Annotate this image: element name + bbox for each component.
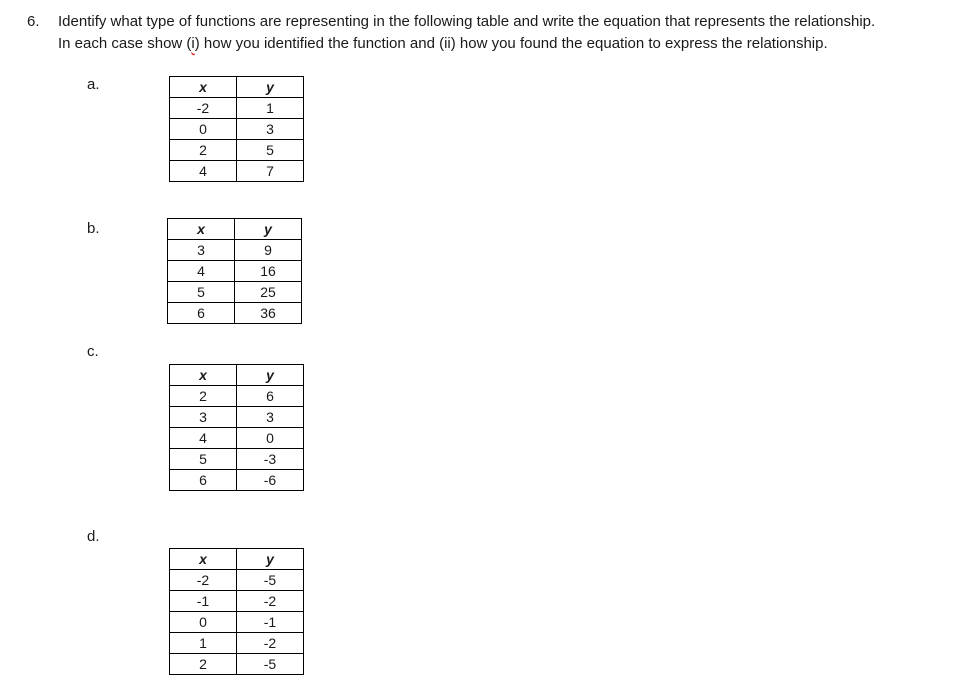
cell-x: -1 bbox=[170, 591, 237, 612]
cell-y: 5 bbox=[237, 140, 304, 161]
cell-x: 2 bbox=[170, 386, 237, 407]
cell-y: -5 bbox=[237, 654, 304, 675]
table-row bbox=[170, 98, 304, 119]
spellcheck-marked-word: i bbox=[191, 35, 195, 52]
cell-x: 4 bbox=[168, 261, 235, 282]
table-row bbox=[170, 633, 304, 654]
table-row bbox=[168, 261, 302, 282]
table-row bbox=[170, 654, 304, 675]
cell-y: -3 bbox=[237, 449, 304, 470]
table-row bbox=[170, 470, 304, 491]
question-line-2-start: In each case show ( bbox=[58, 35, 192, 52]
part-c-label: c. bbox=[87, 343, 99, 360]
cell-y: 3 bbox=[237, 407, 304, 428]
header-x: x bbox=[170, 549, 237, 570]
header-x: x bbox=[170, 77, 237, 98]
header-y: y bbox=[237, 77, 304, 98]
cell-y: -6 bbox=[237, 470, 304, 491]
cell-x: 4 bbox=[170, 428, 237, 449]
cell-x: 6 bbox=[168, 303, 235, 324]
cell-x: 2 bbox=[170, 140, 237, 161]
cell-x: 2 bbox=[170, 654, 237, 675]
cell-y: 16 bbox=[235, 261, 302, 282]
part-b-label: b. bbox=[87, 220, 100, 237]
header-x: x bbox=[170, 365, 237, 386]
cell-x: -2 bbox=[170, 98, 237, 119]
table-header-row bbox=[170, 365, 304, 386]
header-y: y bbox=[235, 219, 302, 240]
header-y: y bbox=[237, 365, 304, 386]
table-row bbox=[170, 386, 304, 407]
cell-y: 3 bbox=[237, 119, 304, 140]
cell-x: 0 bbox=[170, 612, 237, 633]
cell-x: -2 bbox=[170, 570, 237, 591]
table-row bbox=[170, 612, 304, 633]
cell-x: 4 bbox=[170, 161, 237, 182]
part-d-label: d. bbox=[87, 528, 100, 545]
table-row bbox=[168, 282, 302, 303]
cell-y: 25 bbox=[235, 282, 302, 303]
question-line-1: Identify what type of functions are representing in the following table and write the equation that represents the relationship. bbox=[58, 13, 876, 30]
table-row bbox=[170, 140, 304, 161]
table-part-b bbox=[167, 218, 302, 324]
cell-y: 6 bbox=[237, 386, 304, 407]
question-line-2 bbox=[58, 35, 828, 52]
table-row bbox=[170, 119, 304, 140]
cell-x: 3 bbox=[170, 407, 237, 428]
table-row bbox=[168, 303, 302, 324]
cell-x: 3 bbox=[168, 240, 235, 261]
table-row bbox=[170, 570, 304, 591]
cell-y: -1 bbox=[237, 612, 304, 633]
table-row bbox=[168, 240, 302, 261]
table-part-c bbox=[169, 364, 304, 491]
part-a-label: a. bbox=[87, 76, 100, 93]
cell-y: 1 bbox=[237, 98, 304, 119]
cell-y: 36 bbox=[235, 303, 302, 324]
cell-y: 0 bbox=[237, 428, 304, 449]
cell-x: 5 bbox=[170, 449, 237, 470]
table-row bbox=[170, 449, 304, 470]
table-header-row bbox=[168, 219, 302, 240]
header-x: x bbox=[168, 219, 235, 240]
cell-y: 7 bbox=[237, 161, 304, 182]
table-part-d bbox=[169, 548, 304, 675]
table-header-row bbox=[170, 77, 304, 98]
cell-x: 6 bbox=[170, 470, 237, 491]
cell-y: -2 bbox=[237, 591, 304, 612]
table-row bbox=[170, 407, 304, 428]
cell-y: -2 bbox=[237, 633, 304, 654]
cell-x: 0 bbox=[170, 119, 237, 140]
cell-y: -5 bbox=[237, 570, 304, 591]
header-y: y bbox=[237, 549, 304, 570]
table-header-row bbox=[170, 549, 304, 570]
cell-y: 9 bbox=[235, 240, 302, 261]
cell-x: 5 bbox=[168, 282, 235, 303]
table-row bbox=[170, 428, 304, 449]
table-row bbox=[170, 161, 304, 182]
table-row bbox=[170, 591, 304, 612]
question-number: 6. bbox=[27, 13, 40, 30]
question-line-2-end: ) how you identified the function and (ii) how you found the equation to express the relationship. bbox=[194, 35, 828, 52]
cell-x: 1 bbox=[170, 633, 237, 654]
table-part-a bbox=[169, 76, 304, 182]
